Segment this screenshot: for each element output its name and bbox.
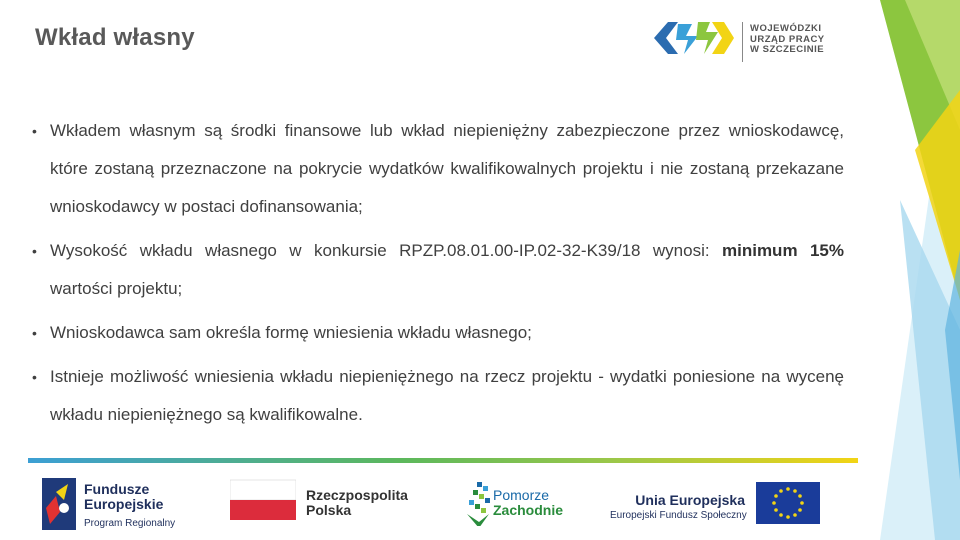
bullet-item-3: [30, 314, 844, 352]
bullet-text-3: Wnioskodawca sam określa formę wniesienia wkładu własnego;: [50, 323, 532, 342]
eu-flag-icon: [756, 482, 820, 524]
footer-divider: [28, 458, 858, 463]
rzeczpospolita-polska-logo: [230, 478, 410, 534]
fe-name: [84, 482, 163, 512]
rp-line2: Polska: [306, 502, 352, 518]
bullet-dot: •: [32, 369, 37, 385]
wup-emblem-icon: [652, 16, 736, 62]
logo-divider: [742, 22, 743, 62]
pz-line1: Pomorze: [493, 487, 550, 503]
pz-line2: Zachodnie: [493, 502, 564, 518]
wup-line1: WOJEWÓDZKI: [750, 23, 822, 34]
fundusze-europejskie-logo: [42, 478, 202, 534]
bullet-text-2b: wartości projektu;: [50, 279, 183, 298]
bullet-dot: •: [32, 325, 37, 341]
ue-subtitle: Europejski Fundusz Społeczny: [610, 510, 747, 521]
pomorze-zachodnie-logo: [465, 478, 585, 534]
unia-europejska-logo: [610, 478, 820, 534]
bullet-item-4: [30, 358, 844, 434]
bullet-list: [30, 112, 844, 434]
bullet-text-2a: Wysokość wkładu własnego w konkursie RPZP.08.01.00-IP.02-32-K39/18 wynosi:: [50, 241, 722, 260]
ue-name: Unia Europejska: [635, 492, 745, 508]
polish-flag-icon: [230, 478, 296, 522]
bullet-item-2: [30, 232, 844, 308]
footer-logos: [0, 470, 960, 540]
rp-line1: Rzeczpospolita: [306, 487, 408, 503]
slide-title: Wkład własny: [35, 24, 195, 51]
fe-line2: Europejskie: [84, 496, 164, 512]
pz-name: [493, 488, 563, 518]
bullet-text-4: Istnieje możliwość wniesienia wkładu niepieniężnego na rzecz projektu - wydatki poniesione na wycenę wkładu niepieniężnego są kwalifikowalne.: [50, 367, 844, 424]
bullet-dot: •: [32, 123, 37, 139]
rp-name: [306, 488, 408, 518]
bullet-item-1: [30, 112, 844, 226]
bullet-text-1: Wkładem własnym są środki finansowe lub wkład niepieniężny zabezpieczone przez wnioskodawcę, które zostaną przeznaczone na pokrycie wydatków kwalifikowalnych projektu i nie zostaną przekazane wnioskodawcy w postaci dofinansowania;: [50, 121, 844, 216]
fe-emblem-icon: [42, 478, 76, 530]
bullet-text-2-bold: minimum 15%: [722, 241, 845, 260]
wup-logo: [652, 16, 832, 66]
wup-line2: URZĄD PRACY: [750, 33, 825, 45]
fe-line1: Fundusze: [84, 481, 150, 497]
pomorze-emblem-icon: [465, 478, 495, 526]
fe-subtitle: Program Regionalny: [84, 518, 176, 529]
bullet-dot: •: [32, 243, 37, 259]
wup-name: [750, 24, 825, 56]
wup-line3: W SZCZECINIE: [750, 44, 825, 55]
